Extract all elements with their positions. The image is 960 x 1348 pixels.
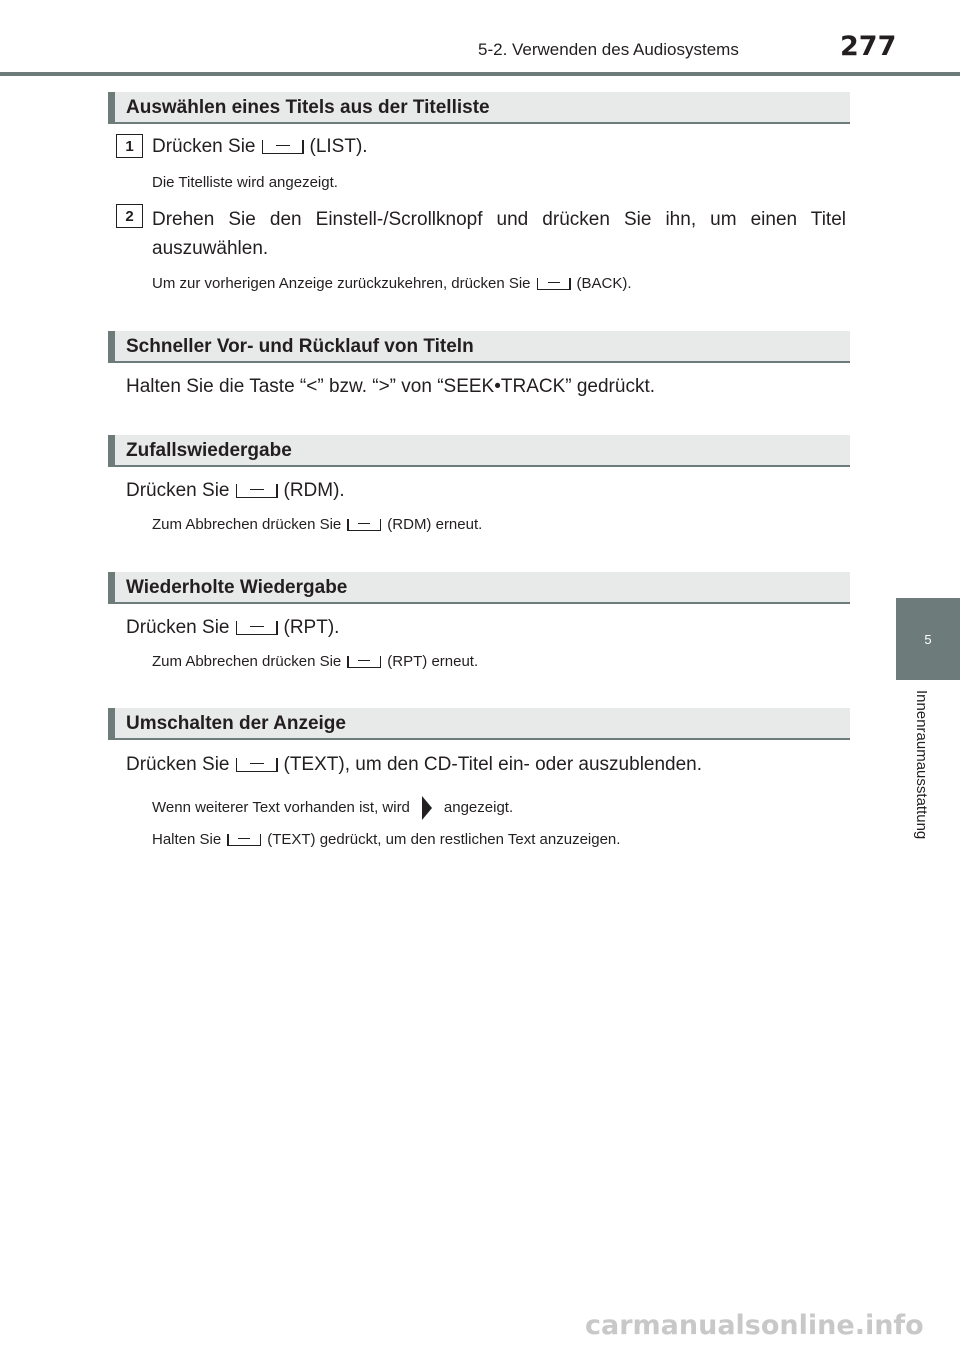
section-title: Auswählen eines Titels aus der Titelliste — [126, 97, 490, 118]
more-text-arrow-icon — [422, 796, 432, 820]
button-icon — [236, 484, 278, 498]
step-badge: 2 — [116, 204, 143, 228]
page-number: 277 — [840, 31, 897, 62]
section-title: Zufallswiedergabe — [126, 440, 292, 461]
chapter-tab[interactable] — [896, 598, 960, 680]
header-rule — [0, 72, 960, 76]
section-heading — [108, 331, 850, 363]
body-text: Halten Sie die Taste “<” bzw. “>” von “SEEK•TRACK” gedrückt. — [126, 376, 656, 397]
body-note: Zum Abbrechen drücken Sie (RPT) erneut. — [152, 653, 479, 670]
body-text: Drücken Sie (RDM). — [126, 480, 345, 501]
body-text: Drücken Sie (RPT). — [126, 617, 340, 638]
section-title: Wiederholte Wiedergabe — [126, 577, 348, 598]
step-badge: 1 — [116, 134, 143, 158]
section-heading — [108, 572, 850, 604]
section-title: Schneller Vor- und Rücklauf von Titeln — [126, 336, 474, 357]
button-icon — [262, 140, 304, 154]
button-icon — [347, 519, 381, 531]
step-note: Die Titelliste wird angezeigt. — [152, 174, 338, 191]
chapter-number: 5 — [924, 631, 932, 647]
step-text — [152, 136, 368, 158]
button-icon — [236, 621, 278, 635]
body-note: Halten Sie (TEXT) gedrückt, um den restlichen Text anzuzeigen. — [152, 831, 621, 848]
button-icon — [236, 758, 278, 772]
body-note: Zum Abbrechen drücken Sie (RDM) erneut. — [152, 516, 483, 533]
section-heading — [108, 435, 850, 467]
step-text: Drehen Sie den Einstell-/Scrollknopf und drücken Sie ihn, um einen Titel auszuwählen. — [152, 209, 846, 259]
chapter-title: Innenraumausstattung — [913, 690, 930, 840]
section-heading — [108, 708, 850, 740]
watermark: carmanualsonline.info — [585, 1310, 924, 1341]
button-icon — [347, 656, 381, 668]
button-icon — [227, 834, 261, 846]
button-icon — [537, 278, 571, 290]
body-text: Drücken Sie (TEXT), um den CD-Titel ein- oder auszublenden. — [126, 754, 703, 775]
step-text-pre: Drücken Sie — [152, 136, 256, 157]
body-note: Wenn weiterer Text vorhanden ist, wird angezeigt. — [152, 796, 513, 820]
step-text-post: (LIST). — [309, 136, 368, 157]
section-heading — [108, 92, 850, 124]
section-breadcrumb: 5-2. Verwenden des Audiosystems — [478, 40, 739, 59]
section-title: Umschalten der Anzeige — [126, 713, 346, 734]
step-note: Um zur vorherigen Anzeige zurückzukehren, drücken Sie (BACK). — [152, 275, 632, 292]
